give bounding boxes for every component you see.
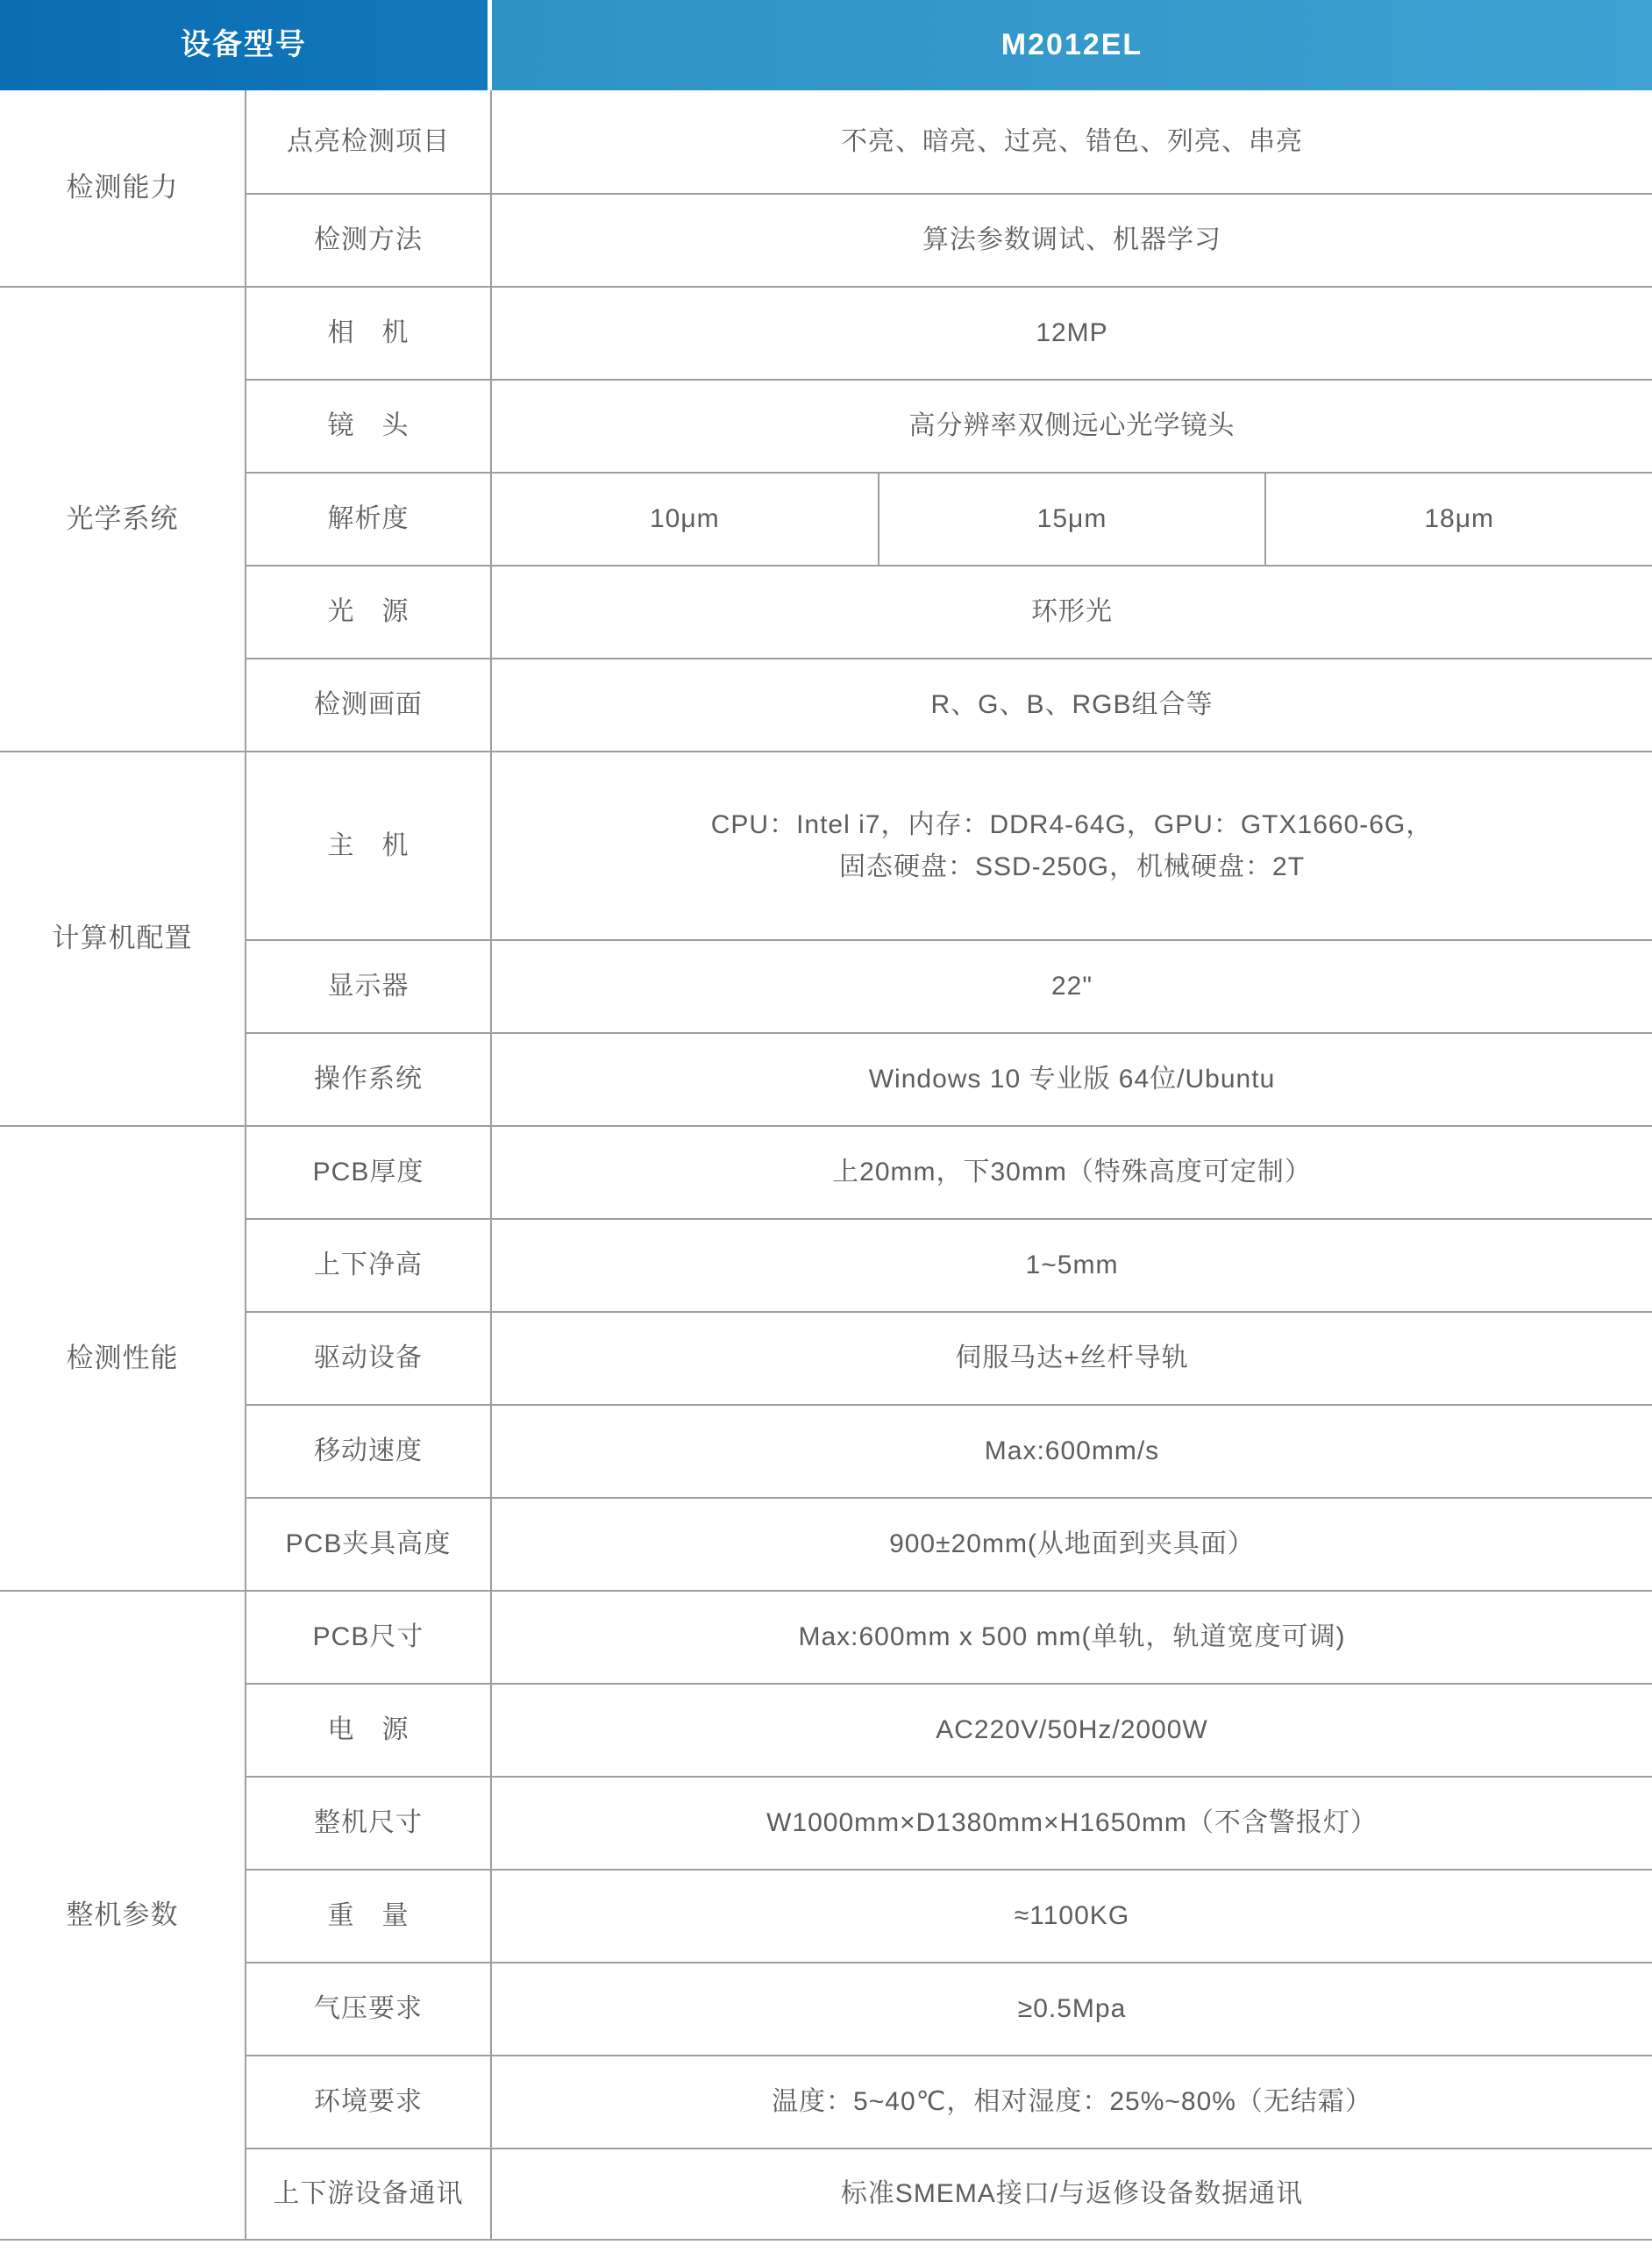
row-value: 22" [492, 939, 1652, 1032]
row-label: PCB夹具高度 [246, 1497, 492, 1590]
category-cell: 检测能力 [0, 90, 246, 286]
row-value: R、G、B、RGB组合等 [492, 658, 1652, 751]
row-value-split [492, 472, 1652, 565]
row-value: 标准SMEMA接口/与返修设备数据通讯 [492, 2148, 1652, 2241]
row-value: 12MP [492, 286, 1652, 379]
row-value [492, 751, 1652, 939]
row-value: 1~5mm [492, 1218, 1652, 1311]
row-value: ≥0.5Mpa [492, 1962, 1652, 2055]
row-label: 气压要求 [246, 1962, 492, 2055]
row-label: 环境要求 [246, 2055, 492, 2148]
row-label: 点亮检测项目 [246, 90, 492, 193]
row-label: 检测方法 [246, 193, 492, 286]
row-label: 光 源 [246, 565, 492, 658]
category-cell: 光学系统 [0, 286, 246, 751]
row-value: 上20mm，下30mm（特殊高度可定制） [492, 1125, 1652, 1218]
row-label: 重 量 [246, 1869, 492, 1962]
host-spec-line: CPU：Intel i7，内存：DDR4-64G，GPU：GTX1660-6G， [710, 809, 1434, 839]
row-value: 高分辨率双侧远心光学镜头 [492, 379, 1652, 472]
category-cell: 检测性能 [0, 1125, 246, 1590]
resolution-option: 15μm [878, 474, 1265, 565]
row-label: 驱动设备 [246, 1311, 492, 1404]
header-model-label: 设备型号 [0, 0, 492, 90]
resolution-option: 10μm [650, 504, 720, 534]
row-label: 主 机 [246, 751, 492, 939]
category-cell: 整机参数 [0, 1590, 246, 2241]
row-label: 整机尺寸 [246, 1776, 492, 1869]
row-label: 上下游设备通讯 [246, 2148, 492, 2241]
row-value: W1000mm×D1380mm×H1650mm（不含警报灯） [492, 1776, 1652, 1869]
row-label: PCB尺寸 [246, 1590, 492, 1683]
category-cell: 计算机配置 [0, 751, 246, 1125]
row-label: 电 源 [246, 1683, 492, 1776]
header-model-value: M2012EL [492, 0, 1652, 90]
row-value: Max:600mm x 500 mm(单轨，轨道宽度可调) [492, 1590, 1652, 1683]
row-label: 相 机 [246, 286, 492, 379]
row-value: Max:600mm/s [492, 1404, 1652, 1497]
row-value: 算法参数调试、机器学习 [492, 193, 1652, 286]
row-label: PCB厚度 [246, 1125, 492, 1218]
resolution-option: 18μm [1264, 474, 1652, 565]
row-value: 环形光 [492, 565, 1652, 658]
row-label: 移动速度 [246, 1404, 492, 1497]
host-spec-line: 固态硬盘：SSD-250G，机械硬盘：2T [838, 852, 1306, 881]
row-value: 不亮、暗亮、过亮、错色、列亮、串亮 [841, 126, 1303, 156]
row-label: 镜 头 [246, 379, 492, 472]
row-label: 上下净高 [246, 1218, 492, 1311]
row-value: ≈1100KG [492, 1869, 1652, 1962]
row-label: 解析度 [246, 472, 492, 565]
row-label: 显示器 [246, 939, 492, 1032]
row-label: 检测画面 [246, 658, 492, 751]
row-label: 操作系统 [246, 1032, 492, 1125]
row-value: 温度：5~40℃，相对湿度：25%~80%（无结霜） [492, 2055, 1652, 2148]
row-value: AC220V/50Hz/2000W [492, 1683, 1652, 1776]
row-value: 900±20mm(从地面到夹具面） [492, 1497, 1652, 1590]
row-value: Windows 10 专业版 64位/Ubuntu [492, 1032, 1652, 1125]
row-value: 伺服马达+丝杆导轨 [492, 1311, 1652, 1404]
